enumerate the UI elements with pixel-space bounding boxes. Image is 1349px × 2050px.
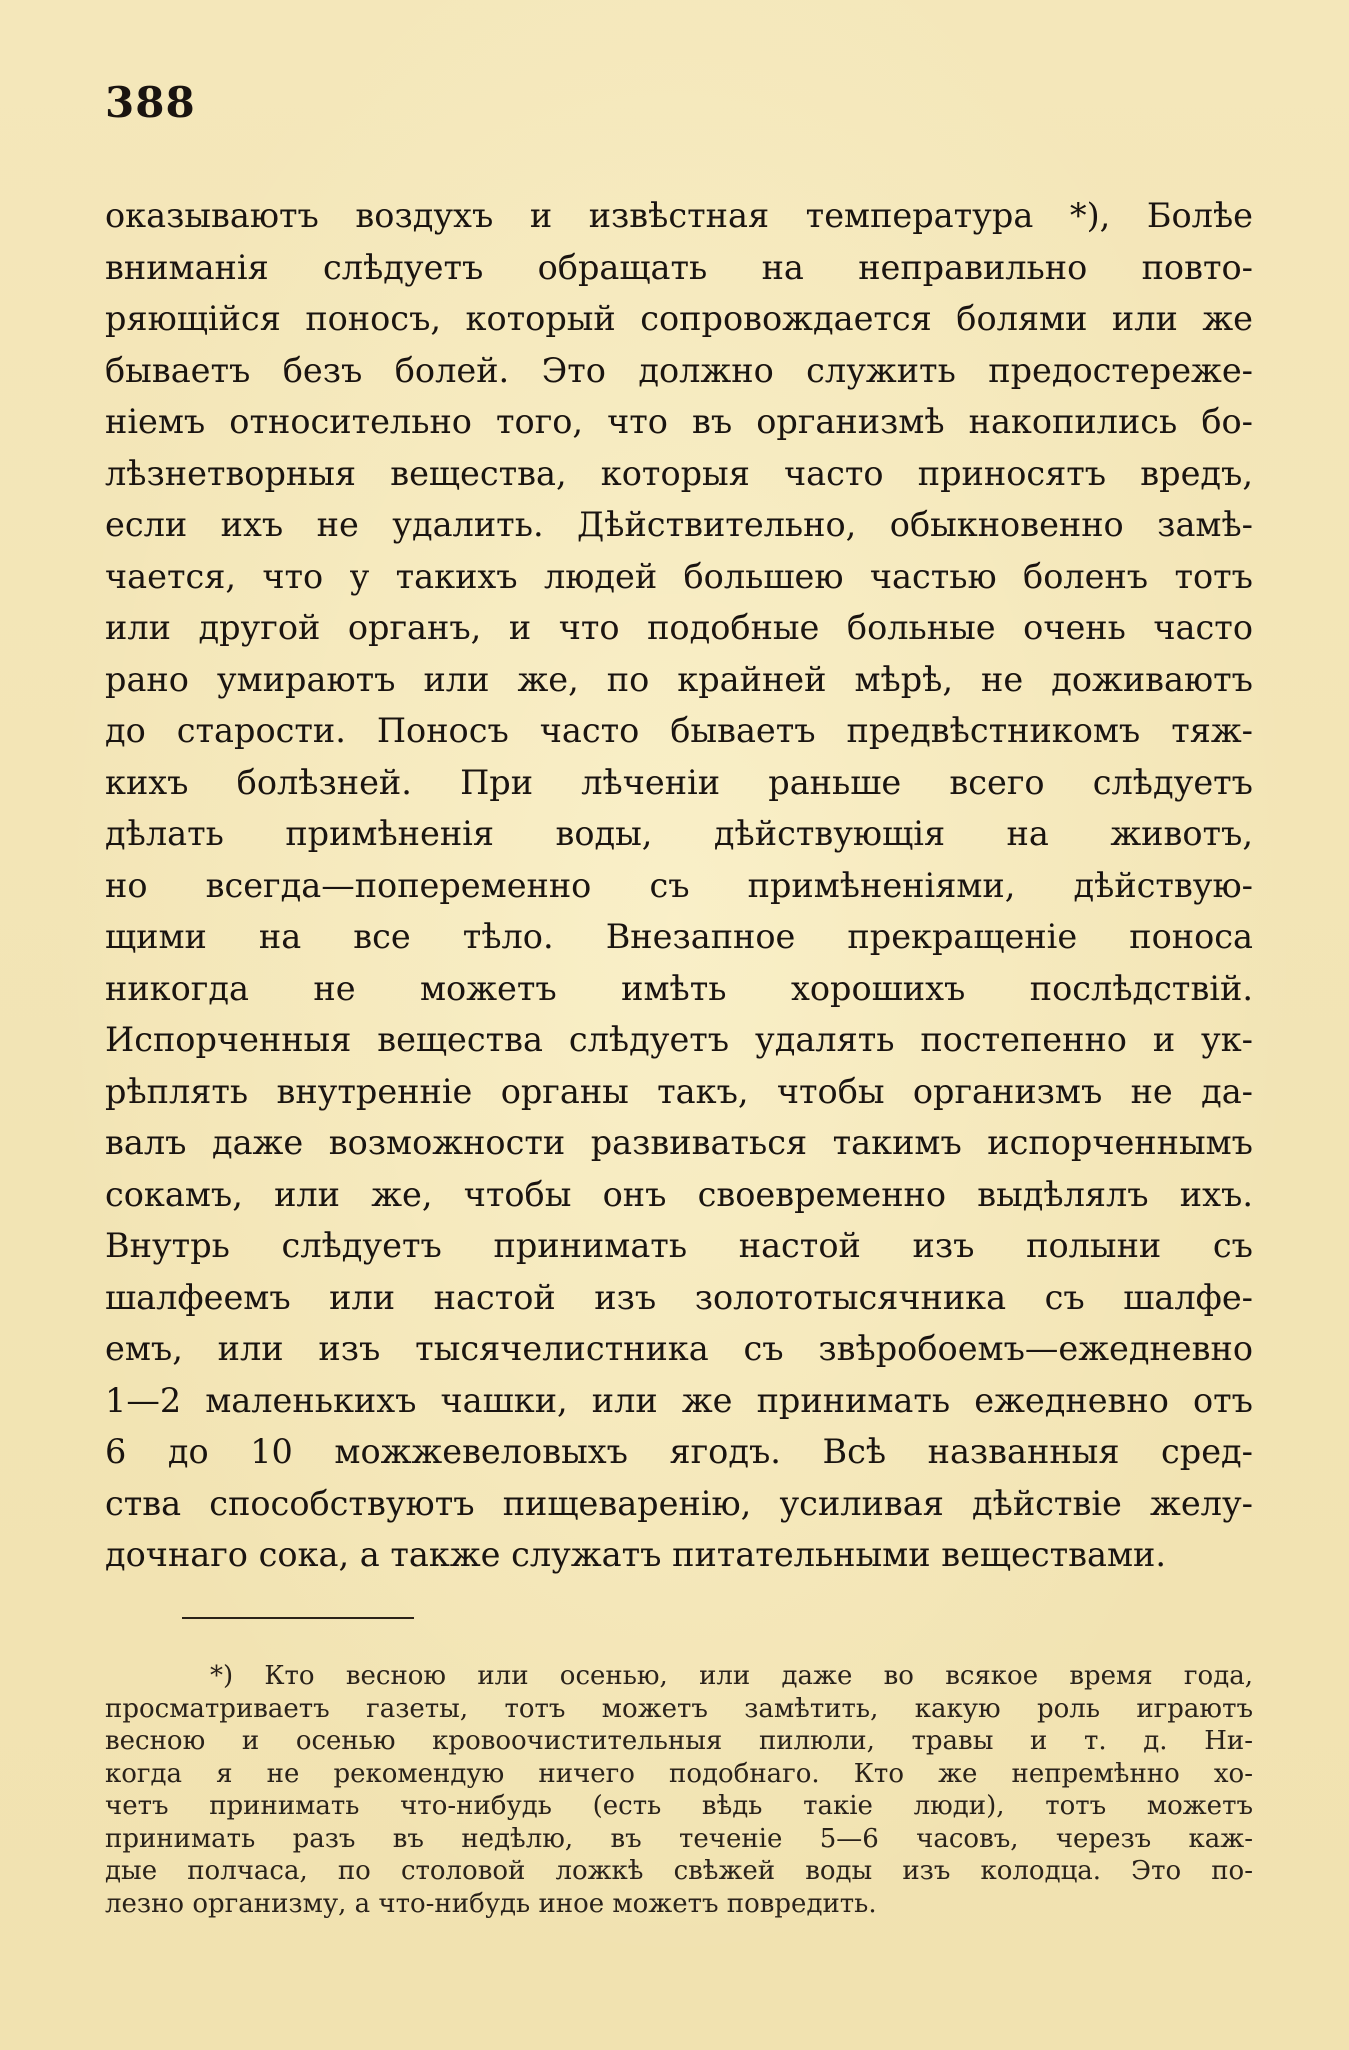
- footnote-line: когда я не рекомендую ничего подобнаго. Кто же непремѣнно хо-: [105, 1758, 1253, 1789]
- body-line: валъ даже возможности развиваться такимъ испорченнымъ: [105, 1123, 1253, 1162]
- body-line: рѣплять внутренніе органы такъ, чтобы организмъ не да-: [105, 1071, 1253, 1111]
- body-line: рано умираютъ или же, по крайней мѣрѣ, не доживаютъ: [105, 659, 1253, 699]
- body-line: лѣзнетворныя вещества, которыя часто приносятъ вредъ,: [105, 453, 1253, 493]
- body-line: Внутрь слѣдуетъ принимать настой изъ полыни съ: [105, 1226, 1253, 1265]
- body-line: чается, что у такихъ людей большею частью боленъ тотъ: [105, 556, 1253, 596]
- body-line: сокамъ, или же, чтобы онъ своевременно выдѣлялъ ихъ.: [105, 1174, 1253, 1214]
- body-line: если ихъ не удалить. Дѣйствительно, обыкновенно замѣ-: [105, 505, 1253, 544]
- body-line: или другой органъ, и что подобные больные очень часто: [105, 608, 1253, 647]
- body-line: Испорченныя вещества слѣдуетъ удалять постепенно и ук-: [105, 1020, 1253, 1059]
- body-line: емъ, или изъ тысячелистника съ звѣробоемъ—ежедневно: [105, 1329, 1253, 1368]
- footnote-divider: [182, 1617, 414, 1619]
- footnote-line: дые полчаса, по столовой ложкѣ свѣжей воды изъ колодца. Это по-: [105, 1856, 1253, 1886]
- body-line: но всегда—попеременно съ примѣненіями, дѣйствую-: [105, 865, 1253, 905]
- body-line: дочнаго сока, а также служатъ питательными веществами.: [105, 1535, 1167, 1574]
- footnote-line: четъ принимать что-нибудь (есть вѣдь такіе люди), тотъ можетъ: [105, 1791, 1253, 1821]
- body-line: 6 до 10 можжевеловыхъ ягодъ. Всѣ названныя сред-: [105, 1432, 1253, 1471]
- footnote-line: просматриваетъ газеты, тотъ можетъ замѣтить, какую роль играютъ: [105, 1693, 1253, 1724]
- footnote-line: принимать разъ въ недѣлю, въ теченіе 5—6 часовъ, черезъ каж-: [105, 1823, 1253, 1854]
- body-line: шалфеемъ или настой изъ золототысячника съ шалфе-: [105, 1277, 1253, 1317]
- body-line: 1—2 маленькихъ чашки, или же принимать ежедневно отъ: [105, 1380, 1253, 1420]
- body-line: никогда не можетъ имѣть хорошихъ послѣдствій.: [105, 968, 1253, 1008]
- footnote: [105, 1660, 1253, 1920]
- footnote-line: лезно организму, а что-нибудь иное можетъ повредить.: [105, 1888, 877, 1919]
- body-line: ства способствуютъ пищеваренію, усиливая дѣйствіе желу-: [105, 1483, 1253, 1523]
- body-line: щими на все тѣло. Внезапное прекращеніе поноса: [105, 917, 1253, 956]
- body-line: до старости. Поносъ часто бываетъ предвѣстникомъ тяж-: [105, 711, 1253, 750]
- footnote-line: *) Кто весною или осенью, или даже во всякое время года,: [210, 1661, 1253, 1691]
- body-line: вниманія слѣдуетъ обращать на неправильно повто-: [105, 247, 1253, 287]
- page-number: 388: [105, 78, 196, 127]
- body-line: ряющійся поносъ, который сопровождается болями или же: [105, 299, 1253, 338]
- body-line: оказываютъ воздухъ и извѣстная температура *), Болѣе: [105, 196, 1253, 235]
- body-line: кихъ болѣзней. При лѣченіи раньше всего слѣдуетъ: [105, 762, 1253, 802]
- body-text: [105, 190, 1253, 1581]
- body-line: ніемъ относительно того, что въ организмѣ накопились бо-: [105, 402, 1253, 441]
- body-line: дѣлать примѣненія воды, дѣйствующія на животъ,: [105, 814, 1253, 853]
- footnote-line: весною и осенью кровоочистительныя пилюли, травы и т. д. Ни-: [105, 1726, 1253, 1756]
- body-line: бываетъ безъ болей. Это должно служить предостереже-: [105, 350, 1253, 390]
